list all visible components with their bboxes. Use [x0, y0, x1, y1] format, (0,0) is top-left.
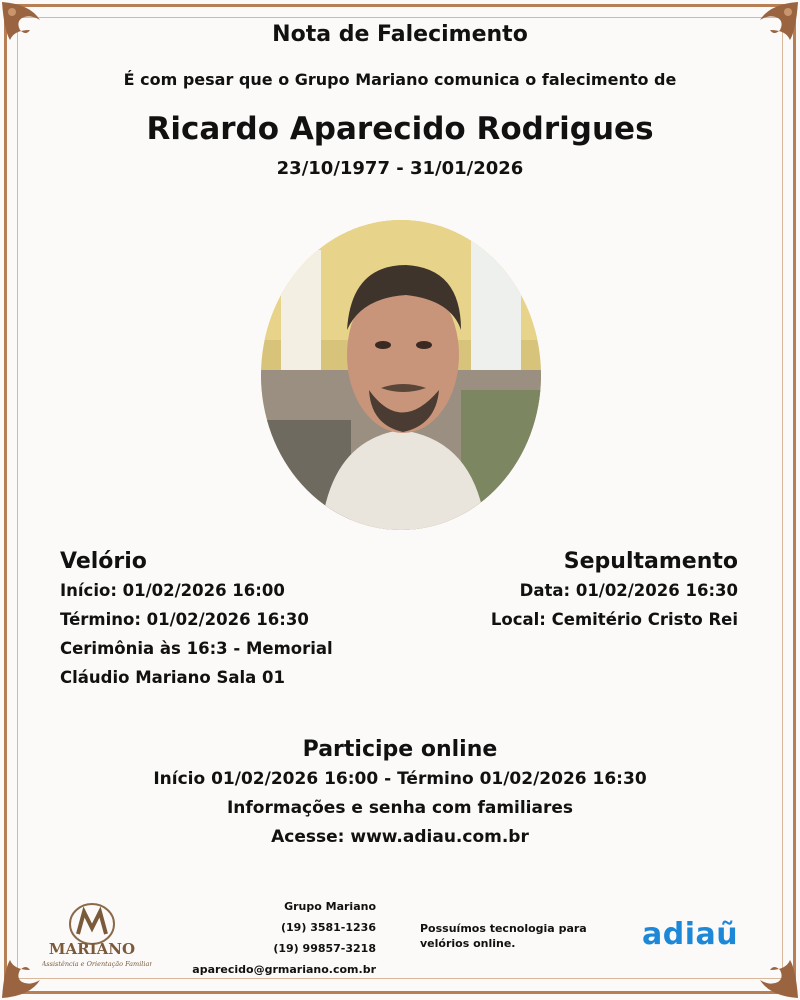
deceased-name: Ricardo Aparecido Rodrigues	[146, 111, 654, 147]
company-name: Grupo Mariano	[284, 900, 376, 913]
tech-note: Possuímos tecnologia para velórios online.	[420, 922, 587, 950]
adiau-logo: adiaũ	[642, 917, 739, 952]
wake-ceremony-line-2: Cláudio Mariano Sala 01	[60, 668, 286, 687]
wake-heading: Velório	[60, 549, 147, 574]
phone-2[interactable]: (19) 99857-3218	[273, 942, 376, 955]
online-access-link[interactable]: Acesse: www.adiau.com.br	[271, 827, 529, 847]
burial-section	[408, 548, 738, 634]
wake-ceremony-line-1: Cerimônia às 16:3 - Memorial	[60, 639, 333, 658]
burial-date: Data: 01/02/2026 16:30	[519, 581, 738, 600]
announcement-text: É com pesar que o Grupo Mariano comunica o falecimento de	[123, 70, 677, 89]
mariano-logo	[42, 902, 152, 972]
life-dates: 23/10/1977 - 31/01/2026	[276, 158, 524, 179]
logo-tagline: Assistência e Orientação Familiar	[42, 960, 152, 968]
online-info: Informações e senha com familiares	[226, 798, 574, 818]
online-period: Início 01/02/2026 16:00 - Término 01/02/2026 16:30	[153, 769, 647, 789]
wake-start: Início: 01/02/2026 16:00	[60, 581, 285, 600]
wake-end: Término: 01/02/2026 16:30	[60, 610, 309, 629]
portrait-image	[261, 220, 541, 530]
online-heading: Participe online	[302, 737, 498, 762]
burial-heading: Sepultamento	[563, 549, 738, 574]
contact-block	[170, 896, 376, 980]
deceased-photo	[261, 220, 541, 530]
email-link[interactable]: aparecido@grmariano.com.br	[192, 963, 376, 976]
online-section	[0, 735, 800, 852]
phone-1[interactable]: (19) 3581-1236	[281, 921, 376, 934]
corner-ornament-icon	[740, 940, 800, 1000]
burial-place: Local: Cemitério Cristo Rei	[490, 610, 738, 629]
wake-section	[60, 548, 390, 692]
page-title: Nota de Falecimento	[272, 22, 528, 47]
logo-text: MARIANO	[48, 940, 136, 958]
